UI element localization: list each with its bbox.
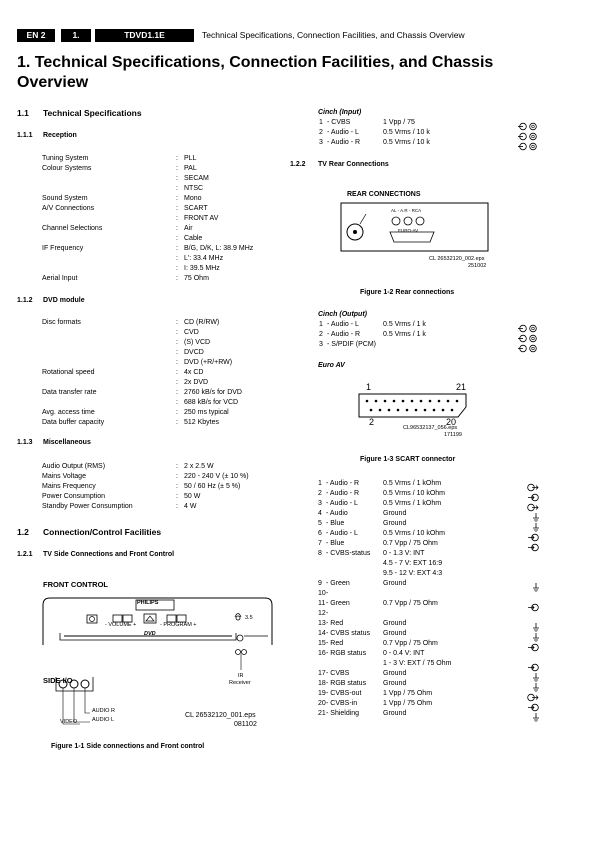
scart-pin-dot [415, 409, 418, 412]
ground-icon [532, 709, 540, 727]
reception-spec-label: Sound System [42, 195, 88, 202]
dvd-spec-value: CD (R/RW) [184, 319, 220, 326]
scart-pin-value: Ground [383, 580, 407, 587]
audio-l-label: AUDIO L [92, 717, 115, 723]
misc-spec-value: 50 / 60 Hz (± 5 %) [184, 483, 241, 490]
cinch-pin-value: 0.5 Vrms / 10 k [383, 139, 430, 146]
dvd-spec-value: 250 ms typical [184, 409, 229, 416]
cinch-pin-value: 0.5 Vrms / 1 k [383, 331, 426, 338]
scart-pin-name: - RGB status [326, 680, 367, 687]
scart-pin-number: 13 [318, 620, 326, 627]
header-tag-chapter: 1. [61, 29, 91, 42]
scart-pin-number: 16 [318, 650, 326, 657]
video-label: VIDEO [60, 719, 78, 725]
cinch-pin-number: 1 [319, 119, 323, 126]
scart-pin-dot [433, 409, 436, 412]
reception-spec-separator: : [176, 265, 178, 272]
dvd-spec-value: CVD [184, 329, 199, 336]
figure-1-2-caption: Figure 1-2 Rear connections [360, 289, 455, 296]
misc-spec-separator: : [176, 463, 178, 470]
scart-connector-diagram [358, 393, 468, 419]
cinch-pin-value: 1 Vpp / 75 [383, 119, 415, 126]
receiver-label: Receiver [229, 680, 251, 686]
dvd-spec-separator: : [176, 329, 178, 336]
scart-pin-value: 1 Vpp / 75 Ohm [383, 690, 433, 697]
scart-pin-dot [366, 400, 369, 403]
section-number-1-2: 1.2 [17, 527, 29, 537]
figure-1-3-code: CL96532137_056.eps [403, 425, 458, 431]
scart-pin-dot [379, 409, 382, 412]
dvd-spec-label: Avg. access time [42, 409, 95, 416]
cinch-output-title: Cinch (Output) [318, 311, 367, 318]
cinch-jack-icon [518, 340, 538, 358]
scart-pin-1-label: 1 [366, 382, 372, 392]
scart-pin-name: - CVBS-status [326, 550, 371, 557]
misc-spec-separator: : [176, 493, 178, 500]
scart-pin-name: - CVBS-out [326, 690, 362, 697]
dvd-spec-value: DVCD [184, 349, 204, 356]
rear-jacks-label: AL - A.R - RCA [391, 208, 422, 213]
reception-spec-separator: : [176, 235, 178, 242]
scart-pin-dot [397, 409, 400, 412]
scart-pin-value: 4.5 - 7 V: EXT 16:9 [383, 560, 443, 567]
dvd-spec-value: 4x CD [184, 369, 204, 376]
scart-pin-2-label: 2 [369, 417, 375, 427]
cinch-pin-value: 0.5 Vrms / 1 k [383, 321, 426, 328]
reception-spec-value: NTSC [184, 185, 204, 192]
scart-pin-number: 1 [318, 480, 322, 487]
scart-pin-name: - Green [326, 580, 350, 587]
scart-pin-value: 0 - 0.4 V: INT [383, 650, 425, 657]
dvd-spec-label: Data transfer rate [42, 389, 97, 396]
scart-pin-dot [456, 400, 459, 403]
scart-pin-value: 0.5 Vrms / 1 kOhm [383, 500, 442, 507]
euro-av-jack-label: EURO-AV [398, 228, 419, 233]
dvd-spec-value: DVD (+R/+RW) [184, 359, 233, 366]
scart-pin-value: 0.7 Vpp / 75 Ohm [383, 640, 438, 647]
scart-pin-21-label: 21 [456, 382, 467, 392]
reception-spec-value: PLL [184, 155, 197, 162]
scart-pin-dot [411, 400, 414, 403]
cinch-pin-name: - Audio - L [327, 321, 359, 328]
section-title-1-1: Technical Specifications [43, 108, 142, 118]
cinch-pin-number: 3 [319, 341, 323, 348]
misc-spec-label: Standby Power Consumption [42, 503, 133, 510]
dvd-spec-label: Rotational speed [42, 369, 95, 376]
cinch-pin-name: - Audio - R [327, 139, 361, 146]
scart-pin-dot [451, 409, 454, 412]
scart-pin-dot [406, 409, 409, 412]
header-tag-lang: EN 2 [17, 29, 55, 42]
section-title-1-1-3: Miscellaneous [43, 439, 91, 446]
scart-pin-value: 1 - 3 V: EXT / 75 Ohm [383, 660, 452, 667]
scart-pin-number: 14 [318, 630, 326, 637]
misc-spec-value: 50 W [184, 493, 201, 500]
audio-r-label: AUDIO R [92, 708, 115, 714]
reception-spec-separator: : [176, 185, 178, 192]
figure-1-2-code: CL 26532120_002.eps [429, 256, 485, 262]
figure-1-3-date: 171199 [444, 432, 462, 438]
front-brand-label: PHILIPS [137, 600, 159, 606]
section-number-1-2-1: 1.2.1 [17, 551, 33, 558]
scart-pin-dot [388, 409, 391, 412]
scart-pin-number: 18 [318, 680, 326, 687]
scart-pin-number: 21 [318, 710, 326, 717]
reception-spec-separator: : [176, 175, 178, 182]
reception-spec-label: Tuning System [42, 155, 89, 162]
reception-spec-value: PAL [184, 165, 197, 172]
scart-pin-name: - Green [326, 600, 350, 607]
section-title-1-2-1: TV Side Connections and Front Control [43, 551, 175, 558]
scart-pin-value: Ground [383, 510, 407, 517]
scart-pin-name: - Audio - R [326, 480, 360, 487]
scart-pin-dot [420, 400, 423, 403]
front-control-title: FRONT CONTROL [43, 580, 108, 589]
misc-spec-value: 220 - 240 V (± 10 %) [184, 473, 249, 480]
cinch-pin-value: 0.5 Vrms / 10 k [383, 129, 430, 136]
dvd-spec-value: 2x DVD [184, 379, 209, 386]
section-number-1-1-3: 1.1.3 [17, 439, 33, 446]
scart-pin-dot [438, 400, 441, 403]
signal-input-icon [527, 539, 539, 557]
scart-pin-value: Ground [383, 710, 407, 717]
reception-spec-label: A/V Connections [42, 205, 95, 212]
euro-av-title: Euro AV [318, 362, 345, 369]
scart-pin-number: 8 [318, 550, 322, 557]
scart-pin-value: Ground [383, 670, 407, 677]
scart-pin-value: 0.7 Vpp / 75 Ohm [383, 540, 438, 547]
reception-spec-separator: : [176, 155, 178, 162]
scart-pin-20-label: 20 [446, 417, 457, 427]
cinch-pin-name: - Audio - L [327, 129, 359, 136]
scart-pin-value: 0.5 Vrms / 1 kOhm [383, 480, 442, 487]
dvd-spec-separator: : [176, 399, 178, 406]
cinch-pin-number: 2 [319, 331, 323, 338]
misc-spec-label: Mains Frequency [42, 483, 96, 490]
scart-pin-name: - Blue [326, 540, 345, 547]
reception-spec-value: B/G, D/K, L: 38.9 MHz [184, 245, 254, 252]
figure-1-3-caption: Figure 1-3 SCART connector [360, 456, 456, 463]
scart-pin-name: - CVBS-in [326, 700, 358, 707]
scart-pin-dot [384, 400, 387, 403]
scart-pin-name: - [326, 590, 329, 597]
signal-input-icon [527, 599, 539, 617]
cinch-pin-name: - CVBS [327, 119, 351, 126]
scart-pin-value: Ground [383, 620, 407, 627]
page-title [17, 53, 577, 93]
scart-pin-name: - Audio - L [326, 530, 358, 537]
scart-pin-dot [429, 400, 432, 403]
scart-pin-dot [442, 409, 445, 412]
scart-pin-dot [424, 409, 427, 412]
dvd-spec-separator: : [176, 359, 178, 366]
dvd-logo: DVD [144, 631, 156, 637]
scart-pin-value: Ground [383, 680, 407, 687]
figure-1-1-code: CL 26532120_001.eps [185, 712, 256, 719]
section-title-1-2-2: TV Rear Connections [318, 161, 389, 168]
signal-input-icon [527, 639, 539, 657]
misc-spec-value: 2 x 2.5 W [184, 463, 214, 470]
reception-spec-label: IF Frequency [42, 245, 84, 252]
reception-spec-value: Air [184, 225, 193, 232]
cinch-jack-icon [518, 138, 538, 156]
cinch-pin-name: - S/PDIF (PCM) [327, 341, 376, 348]
scart-pin-dot [370, 409, 373, 412]
dvd-spec-label: Data buffer capacity [42, 419, 105, 426]
reception-spec-value: I: 39.5 MHz [184, 265, 220, 272]
reception-spec-value: Mono [184, 195, 202, 202]
scart-pin-value: 0.7 Vpp / 75 Ohm [383, 600, 438, 607]
scart-pin-number: 10 [318, 590, 326, 597]
front-control-diagram [40, 590, 275, 730]
dvd-spec-separator: : [176, 419, 178, 426]
reception-spec-label: Channel Selections [42, 225, 103, 232]
reception-spec-separator: : [176, 255, 178, 262]
cinch-pin-number: 3 [319, 139, 323, 146]
dvd-spec-value: 2760 kB/s for DVD [184, 389, 242, 396]
scart-pin-number: 11 [318, 600, 326, 607]
scart-pin-dot [447, 400, 450, 403]
ground-icon [532, 579, 540, 597]
misc-spec-label: Power Consumption [42, 493, 106, 500]
scart-pin-number: 15 [318, 640, 326, 647]
scart-pin-number: 19 [318, 690, 326, 697]
misc-spec-separator: : [176, 503, 178, 510]
scart-pin-name: - CVBS [326, 670, 350, 677]
reception-spec-value: SECAM [184, 175, 209, 182]
dvd-spec-separator: : [176, 369, 178, 376]
reception-spec-value: SCART [184, 205, 208, 212]
scart-pin-number: 7 [318, 540, 322, 547]
reception-spec-separator: : [176, 225, 178, 232]
reception-spec-label: Colour Systems [42, 165, 92, 172]
scart-pin-number: 6 [318, 530, 322, 537]
figure-1-2-date: 251002 [468, 263, 487, 269]
misc-spec-value: 4 W [184, 503, 197, 510]
scart-pin-value: 1 Vpp / 75 Ohm [383, 700, 433, 707]
dvd-spec-separator: : [176, 409, 178, 416]
section-number-1-1-1: 1.1.1 [17, 132, 33, 139]
cinch-pin-number: 1 [319, 321, 323, 328]
dvd-spec-separator: : [176, 339, 178, 346]
cinch-pin-name: - Audio - R [327, 331, 361, 338]
scart-pin-dot [393, 400, 396, 403]
section-title-1-1-1: Reception [43, 132, 77, 139]
scart-pin-value: Ground [383, 520, 407, 527]
reception-spec-value: FRONT AV [184, 215, 219, 222]
reception-spec-value: L': 33.4 MHz [184, 255, 224, 262]
scart-pin-number: 4 [318, 510, 322, 517]
reception-spec-label: Aerial Input [42, 275, 78, 282]
reception-spec-separator: : [176, 215, 178, 222]
section-number-1-1: 1.1 [17, 108, 29, 118]
header-tag-model: TDVD1.1E [95, 29, 194, 42]
scart-pin-number: 2 [318, 490, 322, 497]
dvd-spec-value: (S) VCD [184, 339, 211, 346]
misc-spec-label: Audio Output (RMS) [42, 463, 106, 470]
reception-spec-separator: : [176, 205, 178, 212]
side-io-title: SIDE I/O [43, 676, 73, 685]
scart-pin-value: 0 - 1.3 V: INT [383, 550, 425, 557]
reception-spec-separator: : [176, 165, 178, 172]
page-title-line-1: 1. Technical Specifications, Connection Facilities, and Chassis [17, 54, 494, 71]
dvd-spec-value: 688 kB/s for VCD [184, 399, 239, 406]
dvd-spec-separator: : [176, 379, 178, 386]
rear-connections-title: REAR CONNECTIONS [347, 191, 421, 198]
scart-pin-number: 9 [318, 580, 322, 587]
section-number-1-1-2: 1.1.2 [17, 297, 33, 304]
scart-pin-value: Ground [383, 630, 407, 637]
header-title: Technical Specifications, Connection Facilities, and Chassis Overview [202, 30, 465, 40]
scart-pin-name: - Audio - L [326, 500, 358, 507]
misc-spec-separator: : [176, 473, 178, 480]
scart-pin-value: 9.5 - 12 V: EXT 4:3 [383, 570, 443, 577]
figure-1-1-date: 081102 [234, 721, 257, 728]
scart-pin-name: - Audio - R [326, 490, 360, 497]
scart-pin-value: 0.5 Vrms / 10 kOhm [383, 530, 445, 537]
program-label: - PROGRAM + [160, 622, 197, 628]
dvd-spec-separator: : [176, 349, 178, 356]
scart-pin-number: 12 [318, 610, 326, 617]
headphone-label: 3.5 [245, 615, 253, 621]
scart-pin-number: 3 [318, 500, 322, 507]
scart-pin-dot [375, 400, 378, 403]
scart-pin-dot [402, 400, 405, 403]
section-number-1-2-2: 1.2.2 [290, 161, 306, 168]
scart-pin-name: - RGB status [326, 650, 367, 657]
cinch-input-title: Cinch (Input) [318, 109, 362, 116]
scart-pin-name: - Red [326, 640, 344, 647]
dvd-spec-separator: : [176, 319, 178, 326]
dvd-spec-separator: : [176, 389, 178, 396]
dvd-spec-value: 512 Kbytes [184, 419, 220, 426]
scart-pin-name: - Shielding [326, 710, 360, 717]
scart-pin-number: 17 [318, 670, 326, 677]
misc-spec-label: Mains Voltage [42, 473, 86, 480]
scart-pin-value: 0.5 Vrms / 10 kOhm [383, 490, 445, 497]
misc-spec-separator: : [176, 483, 178, 490]
scart-pin-name: - Audio [326, 510, 348, 517]
volume-label: - VOLUME + [105, 622, 137, 628]
scart-pin-name: - CVBS status [326, 630, 370, 637]
reception-spec-value: Cable [184, 235, 203, 242]
scart-pin-name: - Blue [326, 520, 345, 527]
section-title-1-1-2: DVD module [43, 297, 85, 304]
reception-spec-separator: : [176, 195, 178, 202]
scart-pin-name: - [326, 610, 329, 617]
cinch-pin-number: 2 [319, 129, 323, 136]
reception-spec-value: 75 Ohm [184, 275, 209, 282]
reception-spec-separator: : [176, 245, 178, 252]
page-title-line-2: Overview [17, 74, 89, 91]
scart-pin-number: 20 [318, 700, 326, 707]
section-title-1-2: Connection/Control Facilities [43, 527, 162, 537]
scart-pin-number: 5 [318, 520, 322, 527]
figure-1-1-caption: Figure 1-1 Side connections and Front control [51, 743, 205, 750]
dvd-spec-label: Disc formats [42, 319, 81, 326]
reception-spec-separator: : [176, 275, 178, 282]
ir-label: IR [238, 673, 244, 679]
scart-pin-name: - Red [326, 620, 344, 627]
